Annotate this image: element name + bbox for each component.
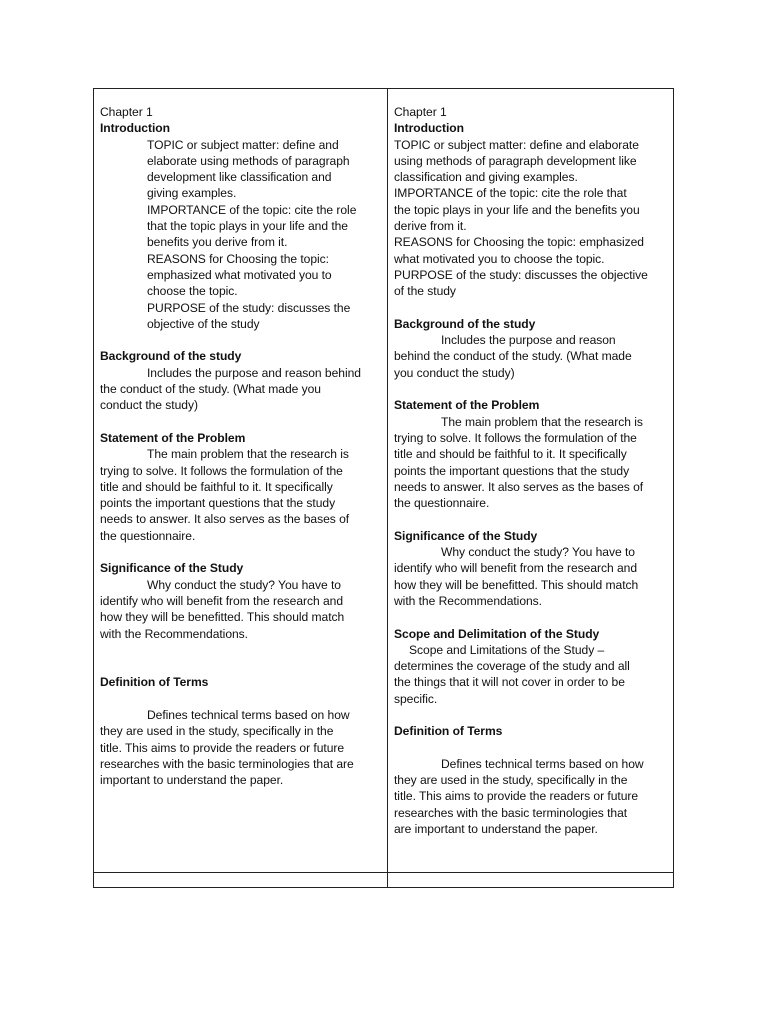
problem-line: needs to answer. It also serves as the bases of [100,512,350,527]
problem-line: trying to solve. It follows the formulation of the [394,430,637,445]
definition-line: Defines technical terms based on how [147,707,350,722]
intro-line: giving examples. [147,186,237,201]
significance-heading: Significance of the Study [394,528,538,543]
definition-line: researches with the basic terminologies that are [100,756,354,771]
problem-heading: Statement of the Problem [100,430,246,445]
background-line: the conduct of the study. (What made you [100,382,321,397]
document-table [93,88,674,888]
definition-line: important to understand the paper. [100,773,284,788]
scope-line: the things that it will not cover in order to be [394,675,625,690]
intro-line: TOPIC or subject matter: define and elaborate [394,137,639,152]
problem-line: The main problem that the research is [441,414,643,429]
background-line: Includes the purpose and reason [441,333,616,348]
significance-line: with the Recommendations. [100,626,248,641]
intro-line: PURPOSE of the study: discusses the [147,300,351,315]
significance-line: how they will be benefitted. This should match [394,577,639,592]
definition-line: researches with the basic terminologies that [394,805,628,820]
column-divider [387,89,388,887]
problem-line: needs to answer. It also serves as the bases of [394,479,644,494]
problem-line: title and should be faithful to it. It specifically [100,479,333,494]
chapter-label: Chapter 1 [100,105,153,119]
problem-heading: Statement of the Problem [394,398,540,413]
definition-line: are important to understand the paper. [394,822,598,837]
definition-heading: Definition of Terms [100,675,209,690]
problem-line: points the important questions that the study [100,496,336,511]
definition-line: they are used in the study, specifically in the [394,773,628,788]
problem-line: The main problem that the research is [147,447,349,462]
scope-line: determines the coverage of the study and all [394,659,630,674]
intro-line: derive from it. [394,219,467,234]
background-line: behind the conduct of the study. (What made [394,349,632,364]
problem-line: the questionnaire. [100,528,196,543]
intro-line: elaborate using methods of paragraph [147,153,350,168]
intro-line: REASONS for Choosing the topic: emphasized [394,235,644,250]
right-column [394,104,670,837]
problem-line: the questionnaire. [394,496,490,511]
intro-line: IMPORTANCE of the topic: cite the role [147,202,357,217]
problem-line: trying to solve. It follows the formulation of the [100,463,343,478]
definition-line: Defines technical terms based on how [441,756,644,771]
intro-line: what motivated you to choose the topic. [394,251,605,266]
significance-line: Why conduct the study? You have to [441,545,635,560]
background-heading: Background of the study [394,316,536,331]
scope-heading: Scope and Delimitation of the Study [394,626,600,641]
intro-line: REASONS for Choosing the topic: [147,251,329,266]
intro-line: IMPORTANCE of the topic: cite the role that [394,186,627,201]
introduction-body [100,137,382,333]
intro-line: that the topic plays in your life and the [147,219,348,234]
background-heading: Background of the study [100,349,242,364]
scope-line: specific. [394,691,438,706]
intro-line: classification and giving examples. [394,170,578,185]
intro-line: of the study [394,284,456,299]
intro-line: objective of the study [147,316,260,331]
definition-heading: Definition of Terms [394,724,503,739]
scope-line: Scope and Limitations of the Study – [409,642,605,657]
intro-line: using methods of paragraph development like [394,153,637,168]
problem-line: title and should be faithful to it. It specifically [394,447,627,462]
intro-line: emphasized what motivated you to [147,267,332,282]
introduction-heading: Introduction [394,121,464,136]
definition-line: they are used in the study, specifically in the [100,724,334,739]
chapter-label: Chapter 1 [394,105,447,119]
left-column [100,104,382,788]
intro-line: the topic plays in your life and the benefits you [394,202,640,217]
intro-line: TOPIC or subject matter: define and [147,137,339,152]
background-line: you conduct the study) [394,365,515,380]
significance-line: identify who will benefit from the research and [394,561,638,576]
significance-line: identify who will benefit from the research and [100,593,344,608]
background-line: Includes the purpose and reason behind [147,365,361,380]
significance-line: Why conduct the study? You have to [147,577,341,592]
bottom-row-divider [94,872,673,873]
introduction-heading: Introduction [100,121,170,136]
significance-line: with the Recommendations. [394,593,542,608]
definition-line: title. This aims to provide the readers or future [100,740,345,755]
intro-line: choose the topic. [147,284,238,299]
intro-line: PURPOSE of the study: discusses the objective [394,267,648,282]
intro-line: development like classification and [147,170,332,185]
background-line: conduct the study) [100,398,198,413]
intro-line: benefits you derive from it. [147,235,288,250]
significance-line: how they will be benefitted. This should match [100,610,345,625]
definition-line: title. This aims to provide the readers or future [394,789,639,804]
significance-heading: Significance of the Study [100,561,244,576]
problem-line: points the important questions that the study [394,463,630,478]
